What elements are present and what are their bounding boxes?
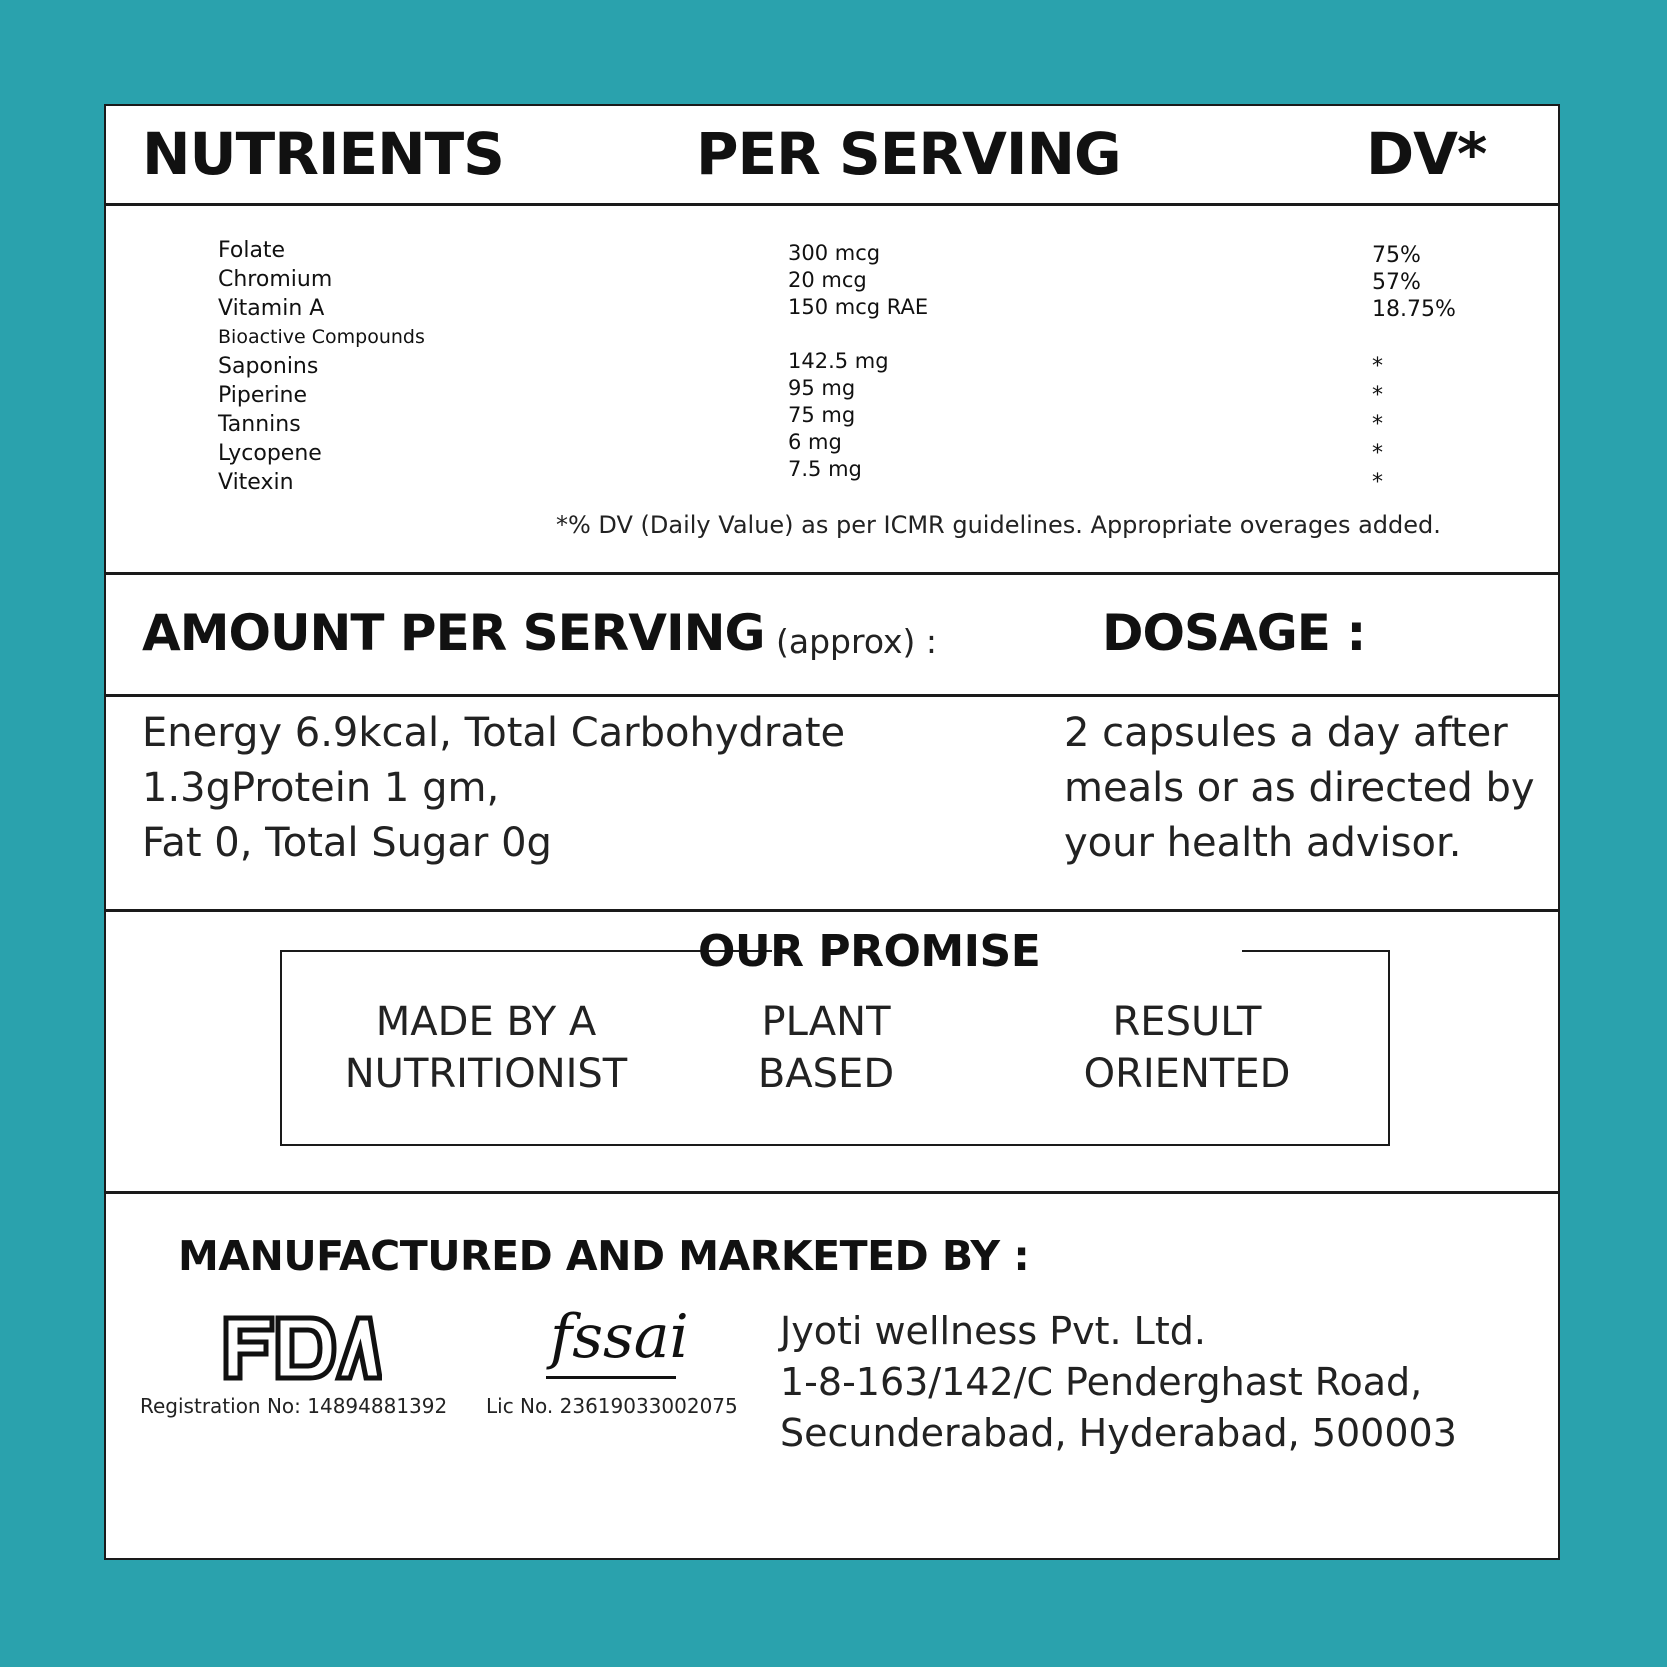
amount-line: Fat 0, Total Sugar 0g <box>142 820 552 866</box>
nutrient-name: Lycopene <box>218 441 322 466</box>
nutrient-name: Folate <box>218 238 286 263</box>
divider <box>106 572 1558 575</box>
nutrient-dv: 18.75% <box>1372 297 1456 322</box>
nutrients-header: NUTRIENTS <box>142 120 504 188</box>
nutrient-name: Tannins <box>218 412 301 437</box>
nutrient-dv: * <box>1372 412 1383 437</box>
promise-title: OUR PROMISE <box>698 926 1041 977</box>
fda-registration: Registration No: 14894881392 <box>140 1394 448 1418</box>
nutrient-name: Piperine <box>218 383 308 408</box>
address-line: Jyoti wellness Pvt. Ltd. <box>780 1309 1206 1353</box>
nutrient-amount: 75 mg <box>788 403 856 427</box>
divider <box>106 694 1558 697</box>
divider <box>106 909 1558 912</box>
nutrient-name: Chromium <box>218 267 333 292</box>
nutrient-amount: 300 mcg <box>788 241 881 265</box>
nutrient-dv: 57% <box>1372 270 1421 295</box>
nutrition-panel <box>104 104 1560 1560</box>
nutrient-name: Vitexin <box>218 470 294 495</box>
nutrient-amount: 6 mg <box>788 430 842 454</box>
divider <box>106 1191 1558 1194</box>
nutrient-name: Saponins <box>218 354 319 379</box>
nutrient-amount: 95 mg <box>788 376 856 400</box>
amount-line: 1.3gProtein 1 gm, <box>142 765 500 811</box>
dv-footnote: *% DV (Daily Value) as per ICMR guidelines. Appropriate overages added. <box>556 511 1441 539</box>
fssai-license: Lic No. 23619033002075 <box>486 1394 738 1418</box>
nutrient-dv-values <box>1372 242 1456 323</box>
approx-qualifier: (approx) : <box>776 622 938 661</box>
promise-item-result-oriented: RESULT ORIENTED <box>1083 999 1291 1097</box>
bioactive-dv-values <box>1372 352 1383 497</box>
nutrient-amount: 150 mcg RAE <box>788 295 929 319</box>
fssai-underline <box>546 1376 676 1379</box>
nutrient-dv: * <box>1372 383 1383 408</box>
nutrient-dv: 75% <box>1372 243 1421 268</box>
bioactive-heading: Bioactive Compounds <box>218 326 425 348</box>
nutrient-amount: 20 mcg <box>788 268 867 292</box>
nutrient-dv: * <box>1372 470 1383 495</box>
bioactive-amounts <box>788 348 889 483</box>
nutrient-dv: * <box>1372 354 1383 379</box>
promise-item-nutritionist: MADE BY A NUTRITIONIST <box>344 999 628 1097</box>
address-line: 1-8-163/142/C Penderghast Road, <box>780 1360 1423 1404</box>
amount-per-serving-title: AMOUNT PER SERVING <box>142 604 765 662</box>
dv-header: DV* <box>1366 120 1487 188</box>
nutrient-names <box>218 236 425 497</box>
nutrient-dv: * <box>1372 441 1383 466</box>
amount-details <box>142 706 845 871</box>
address-line: Secunderabad, Hyderabad, 500003 <box>780 1411 1457 1455</box>
per-serving-header: PER SERVING <box>696 120 1121 188</box>
nutrient-name: Vitamin A <box>218 296 325 321</box>
nutrient-amount: 142.5 mg <box>788 349 889 373</box>
dosage-line: 2 capsules a day after <box>1064 710 1508 756</box>
divider <box>106 203 1558 206</box>
dosage-title: DOSAGE : <box>1102 604 1366 662</box>
nutrient-amounts <box>788 240 928 321</box>
promise-item-plant-based: PLANT BASED <box>757 999 895 1097</box>
manufacturer-title: MANUFACTURED AND MARKETED BY : <box>178 1232 1030 1280</box>
nutrient-amount: 7.5 mg <box>788 457 862 481</box>
fssai-logo-icon: fssai <box>550 1302 689 1372</box>
dosage-line: meals or as directed by <box>1064 765 1535 811</box>
dosage-details <box>1064 706 1535 871</box>
manufacturer-address <box>780 1306 1457 1459</box>
dosage-line: your health advisor. <box>1064 820 1462 866</box>
fda-logo-icon <box>222 1314 382 1382</box>
amount-line: Energy 6.9kcal, Total Carbohydrate <box>142 710 846 756</box>
